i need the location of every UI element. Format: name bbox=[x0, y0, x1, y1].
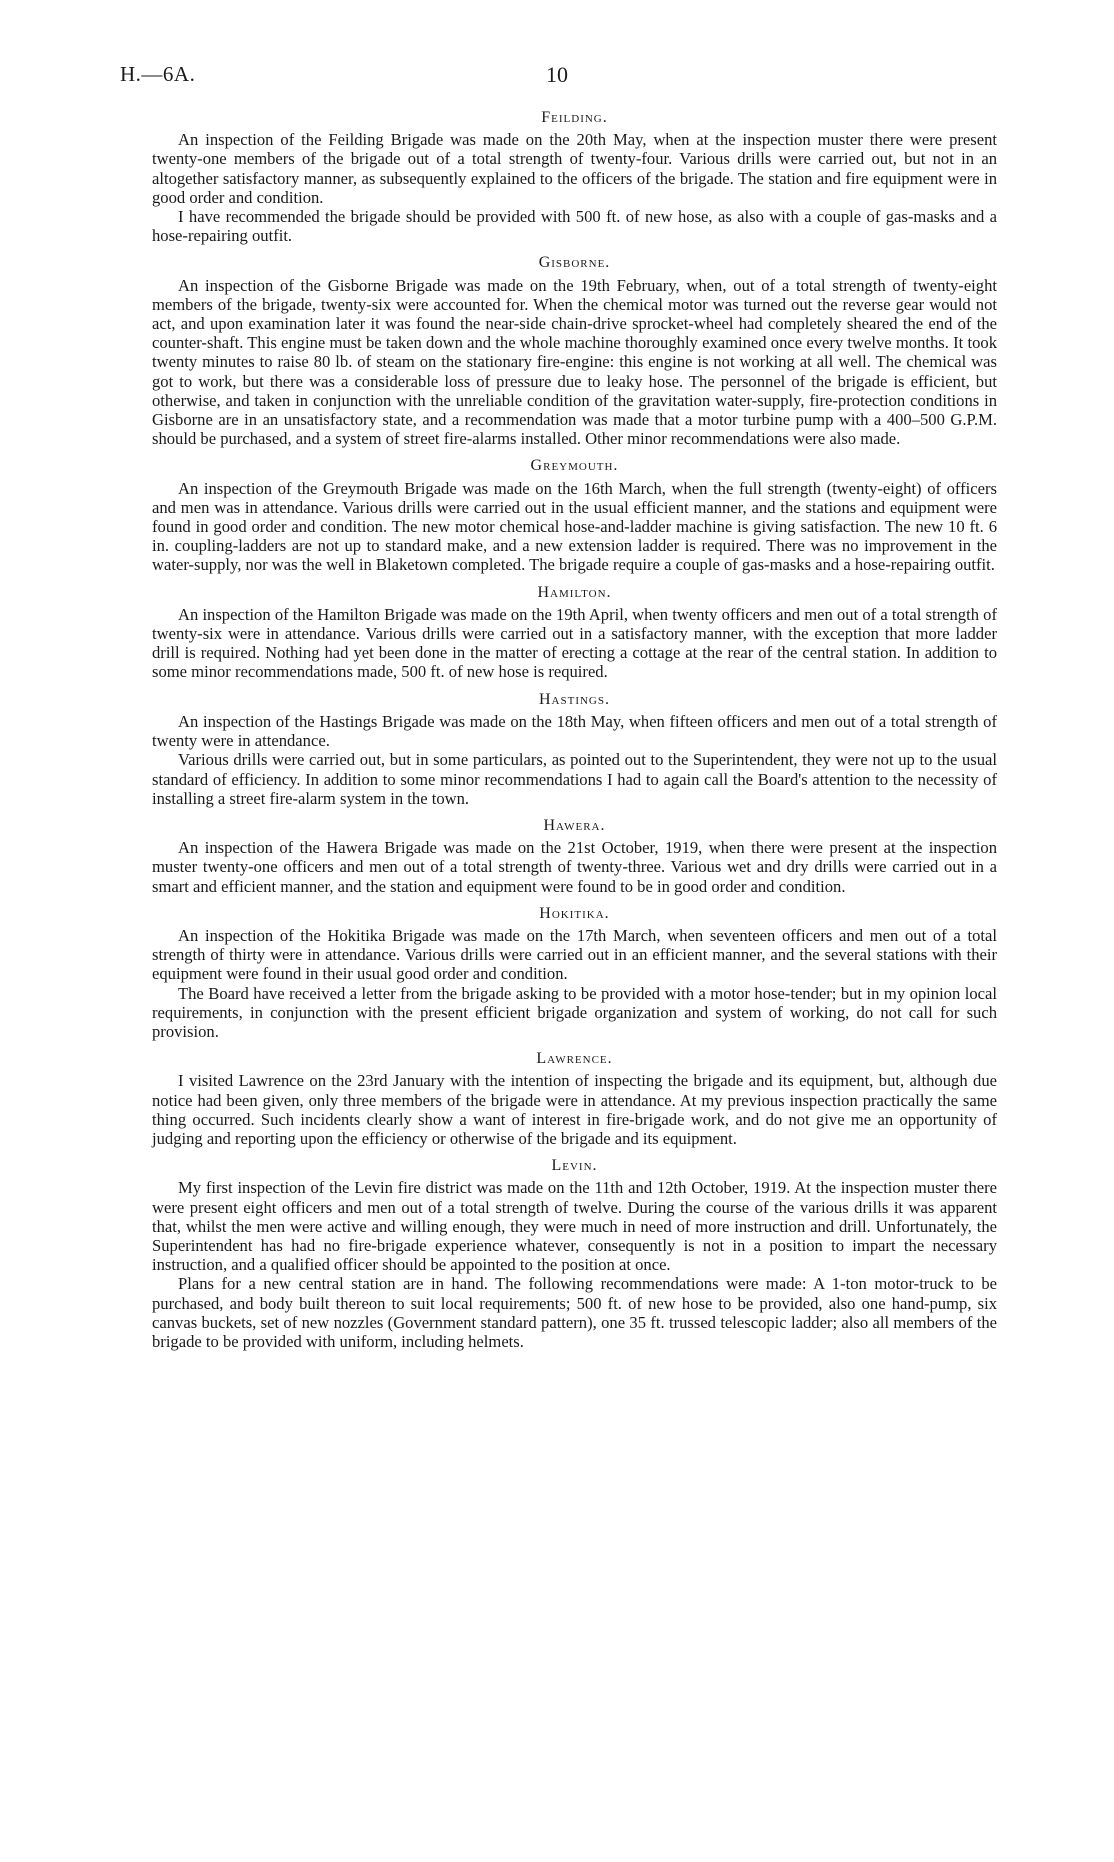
section-paragraph: An inspection of the Hastings Brigade was made on the 18th May, when fifteen officers and men out of a total strength of twenty were in attendance. bbox=[152, 711, 997, 751]
section-heading: Hastings. bbox=[538, 690, 610, 708]
section-paragraph: Various drills were carried out, but in some particulars, as pointed out to the Superintendent, they were not up to the usual standard of efficiency. In addition to some minor recommendations I had to again call the Board's attention to the necessity of installing a street fire-alarm system in the town. bbox=[152, 750, 997, 808]
section-paragraph: An inspection of the Greymouth Brigade was made on the 16th March, when the full strength (twenty-eight) of officers and men was in attendance. Various drills were carried out in the usual efficient manner, and the stations and equipment were found in good order and condition. The new motor chemical hose-and-ladder machine is giving satisfaction. The new 10 ft. 6 in. coupling-ladders are not up to standard make, and a new extension ladder is required. There was no improvement in the water-supply, nor was the well in Blaketown completed. The brigade require a couple of gas-masks and a hose-repairing outfit. bbox=[152, 478, 997, 575]
section-heading: Greymouth. bbox=[530, 457, 619, 475]
page-number: 10 bbox=[546, 62, 568, 87]
section-paragraph: An inspection of the Gisborne Brigade was made on the 19th February, when, out of a total strength of twenty-eight members of the brigade, twenty-six were accounted for. When the chemical motor was turned out the reverse gear would not act, and upon examination later it was found the near-side chain-drive sprocket-wheel had completely sheared the end of the counter-shaft. This engine must be taken down and the whole machine thoroughly examined once every twelve months. It took twenty minutes to raise 80 lb. of steam on the stationary fire-engine: this engine is not working at all well. The chemical was got to work, but there was a considerable loss of pressure due to leaky hose. The personnel of the brigade is efficient, but otherwise, and taken in conjunction with the unreliable condition of the gravitation water-supply, fire-protection conditions in Gisborne are in an unsatisfactory state, and a recommendation was made that a motor turbine pump with a 400–500 G.P.M. should be purchased, and a system of street fire-alarms installed. Other minor recommendations were also made. bbox=[152, 275, 997, 449]
section-paragraph: My first inspection of the Levin fire district was made on the 11th and 12th October, 1919. At the inspection muster there were present eight officers and men out of a total strength of twelve. During the course of the various drills it was apparent that, whilst the men were active and willing enough, they were much in need of more instruction and drill. Unfortunately, the Superintendent has had no fire-brigade experience whatever, consequently is not in a position to impart the necessary instruction, and a qualified officer should be appointed to the position at once. bbox=[152, 1178, 997, 1275]
report-body bbox=[152, 108, 997, 1351]
section-paragraph: An inspection of the Hamilton Brigade was made on the 19th April, when twenty officers and men out of a total strength of twenty-six were in attendance. Various drills were carried out in a satisfactory manner, with the exception that more ladder drill is required. Nothing had yet been done in the matter of erecting a cottage at the rear of the central station. In addition to some minor recommendations made, 500 ft. of new hose is required. bbox=[152, 604, 997, 682]
section-paragraph: The Board have received a letter from the brigade asking to be provided with a motor hose-tender; but in my opinion local requirements, in conjunction with the present efficient brigade organization and system of working, do not call for such provision. bbox=[152, 983, 997, 1041]
section-paragraph: Plans for a new central station are in hand. The following recommendations were made: A 1-ton motor-truck to be purchased, and body built thereon to suit local requirements; 500 ft. of new hose to be provided, also one hand-pump, six canvas buckets, set of new nozzles (Government standard pattern), one 35 ft. trussed telescopic ladder; also all members of the brigade to be provided with uniform, including helmets. bbox=[152, 1274, 997, 1351]
section-paragraph: An inspection of the Hawera Brigade was made on the 21st October, 1919, when there were present at the inspection muster twenty-one officers and men out of a total strength of twenty-three. Various wet and dry drills were carried out in a smart and efficient manner, and the station and equipment were found to be in good order and condition. bbox=[152, 838, 997, 896]
section-paragraph: An inspection of the Hokitika Brigade was made on the 17th March, when seventeen officers and men out of a total strength of thirty were in attendance. Various drills were carried out in an efficient manner, and the several stations with their equipment were found in their usual good order and condition. bbox=[152, 925, 997, 984]
section-heading: Gisborne. bbox=[538, 254, 611, 272]
section-heading: Lawrence. bbox=[536, 1050, 613, 1068]
section-paragraph: I have recommended the brigade should be provided with 500 ft. of new hose, as also with a couple of gas-masks and a hose-repairing outfit. bbox=[152, 207, 997, 246]
section-paragraph: An inspection of the Feilding Brigade was made on the 20th May, when at the inspection muster there were present twenty-one members of the brigade out of a total strength of twenty-four. Various drills were carried out, but not in an altogether satisfactory manner, as subsequently explained to the officers of the brigade. The station and fire equipment were in good order and condition. bbox=[152, 130, 997, 207]
section-paragraph: I visited Lawrence on the 23rd January with the intention of inspecting the brigade and its equipment, but, although due notice had been given, only three members of the brigade were in attendance. At my previous inspection practically the same thing occurred. Such incidents clearly show a want of interest in fire-brigade work, and do not give me an opportunity of judging and reporting upon the efficiency or otherwise of the brigade and its equipment. bbox=[152, 1071, 997, 1148]
document-reference: H.—6A. bbox=[120, 62, 196, 86]
section-heading: Levin. bbox=[551, 1157, 598, 1175]
section-heading: Feilding. bbox=[541, 109, 608, 126]
section-heading: Hokitika. bbox=[539, 904, 610, 922]
section-heading: Hamilton. bbox=[537, 583, 612, 601]
section-heading: Hawera. bbox=[543, 816, 606, 834]
page-header bbox=[120, 62, 994, 92]
